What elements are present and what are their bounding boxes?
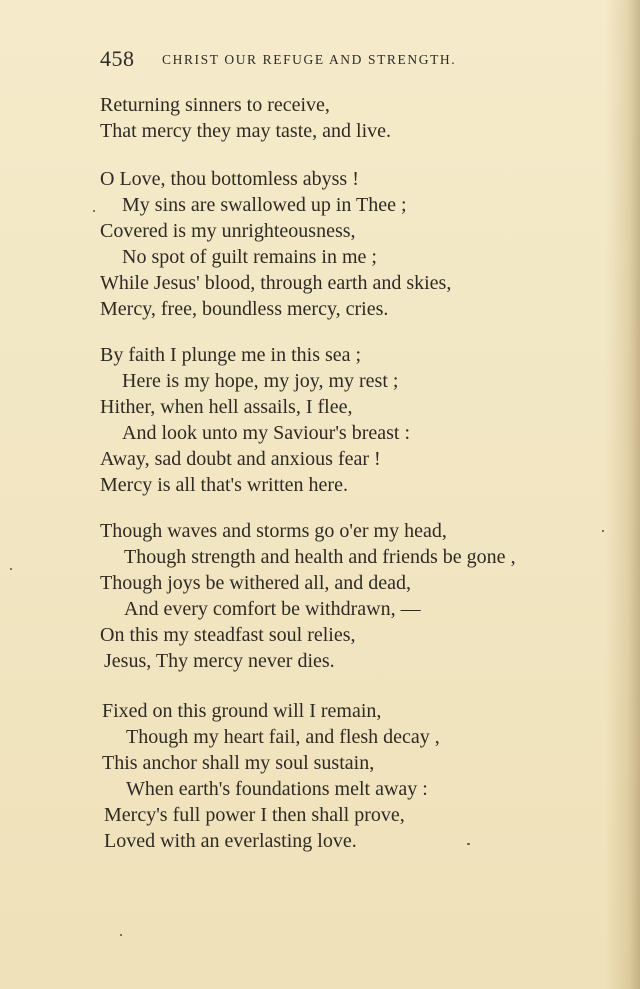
poem-line: Jesus, Thy mercy never dies. [104,650,335,672]
poem-line: Though joys be withered all, and dead, [100,572,412,594]
poem-line: Mercy is all that's written here. [100,474,348,496]
paper-speck [467,843,470,845]
poem-line: And look unto my Saviour's breast : [122,422,411,444]
poem-line: Loved with an everlasting love. [104,830,357,852]
poem-line: Though waves and storms go o'er my head, [100,520,447,542]
poem-line: While Jesus' blood, through earth and skies, [100,272,452,294]
poem-line: Mercy's full power I then shall prove, [104,804,405,826]
poem-line: On this my steadfast soul relies, [100,624,356,646]
poem-line: By faith I plunge me in this sea ; [100,344,362,366]
paper-speck [120,934,122,936]
running-title: CHRIST OUR REFUGE AND STRENGTH. [162,52,457,67]
poem-line: Away, sad doubt and anxious fear ! [100,448,381,470]
poem-line: That mercy they may taste, and live. [100,120,392,142]
poem-line: And every comfort be withdrawn, — [124,598,421,620]
poem-line: Fixed on this ground will I remain, [102,700,382,722]
poem-line: Mercy, free, boundless mercy, cries. [100,298,389,320]
poem-line: Returning sinners to receive, [100,94,330,116]
poem-line: When earth's foundations melt away : [126,778,428,800]
poem-line: My sins are swallowed up in Thee ; [122,194,407,216]
poem-line: Covered is my unrighteousness, [100,220,356,242]
poem-line: Though my heart fail, and flesh decay , [126,726,440,748]
poem-line: This anchor shall my soul sustain, [102,752,375,774]
poem-line: O Love, thou bottomless abyss ! [100,168,359,190]
paper-speck [93,210,95,212]
poem-line: Hither, when hell assails, I flee, [100,396,353,418]
poem-line: No spot of guilt remains in me ; [122,246,377,268]
paper-speck [10,568,12,570]
paper-speck [602,530,604,532]
poem-line: Though strength and health and friends be gone , [124,546,516,568]
page-number: 458 [100,46,135,71]
poem-line: Here is my hope, my joy, my rest ; [122,370,399,392]
